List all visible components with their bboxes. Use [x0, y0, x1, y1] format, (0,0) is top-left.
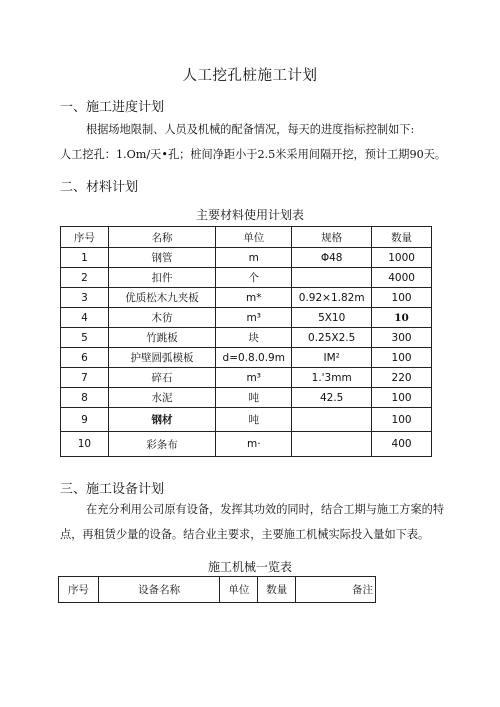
- section-heading-equipment: 三、施工设备计划: [60, 482, 165, 497]
- table-row: [61, 328, 432, 348]
- header-cell-index: 序号: [59, 577, 99, 603]
- table-row: [61, 308, 432, 328]
- row-spec: [292, 432, 372, 457]
- row-unit: 吨: [216, 388, 292, 408]
- table-row: [61, 408, 432, 432]
- row-spec: Φ48: [292, 248, 372, 268]
- row-name: 护壁圆弧模板: [108, 348, 215, 368]
- row-name: 木彷: [108, 308, 215, 328]
- row-name: 优质松木九夹板: [108, 288, 215, 308]
- row-index: 8: [61, 388, 109, 408]
- row-index: 6: [61, 348, 109, 368]
- equipment-paragraph-2: 点，再租赁少量的设备。结合业主要求，主要施工机械实际投入量如下表。: [60, 528, 430, 541]
- header-cell-remarks: 备注: [296, 577, 376, 603]
- equipment-paragraph-1: 在充分利用公司原有设备，发挥其功效的同时，结合工期与施工方案的特: [86, 503, 445, 516]
- row-spec: IM²: [292, 348, 372, 368]
- row-index: 9: [61, 408, 109, 432]
- table-row: [61, 268, 432, 288]
- header-cell-spec: 规格: [292, 227, 372, 248]
- row-quantity: 100: [372, 388, 432, 408]
- row-quantity: 100: [372, 408, 432, 432]
- row-quantity: 100: [372, 288, 432, 308]
- materials-table-header-row: [61, 227, 432, 248]
- equipment-table: [58, 576, 376, 603]
- header-cell-unit: 单位: [216, 227, 292, 248]
- row-index: 7: [61, 368, 109, 388]
- row-spec: 0.92×1.82m: [292, 288, 372, 308]
- equipment-table-caption: 施工机械一览表: [207, 560, 292, 574]
- row-index: 10: [61, 432, 109, 457]
- header-cell-quantity: 数量: [372, 227, 432, 248]
- table-row: [61, 288, 432, 308]
- header-cell-quantity: 数量: [258, 577, 296, 603]
- section-heading-schedule: 一、施工进度计划: [60, 100, 165, 115]
- row-unit: 个: [216, 268, 292, 288]
- table-row: [61, 368, 432, 388]
- row-index: 1: [61, 248, 109, 268]
- row-quantity: 1000: [372, 248, 432, 268]
- row-index: 5: [61, 328, 109, 348]
- row-unit: 块: [216, 328, 292, 348]
- row-unit: d=0.8.0.9m: [216, 348, 292, 368]
- materials-table-caption: 主要材料使用计划表: [195, 208, 304, 222]
- row-spec: 1.'3mm: [292, 368, 372, 388]
- row-quantity: 4000: [372, 268, 432, 288]
- row-spec: 0.25X2.5: [292, 328, 372, 348]
- table-row: [61, 388, 432, 408]
- row-name: 竹跳板: [108, 328, 215, 348]
- document-title: 人工挖孔桩施工计划: [182, 68, 318, 84]
- row-spec: [292, 408, 372, 432]
- row-spec: [292, 268, 372, 288]
- row-quantity: 220: [372, 368, 432, 388]
- row-spec: 5X10: [292, 308, 372, 328]
- row-name: 钢管: [108, 248, 215, 268]
- table-row: [61, 248, 432, 268]
- row-unit: m*: [216, 288, 292, 308]
- row-name: 彩条布: [108, 432, 215, 457]
- header-cell-unit: 单位: [220, 577, 258, 603]
- row-unit: m³: [216, 308, 292, 328]
- table-row: [61, 348, 432, 368]
- row-name: 钢材: [108, 408, 215, 432]
- header-cell-name: 名称: [108, 227, 215, 248]
- row-unit: m·: [216, 432, 292, 457]
- header-cell-equipment-name: 设备名称: [98, 577, 220, 603]
- row-name: 水泥: [108, 388, 215, 408]
- row-quantity: 100: [372, 348, 432, 368]
- materials-table: [60, 226, 432, 457]
- row-index: 4: [61, 308, 109, 328]
- row-index: 2: [61, 268, 109, 288]
- header-cell-index: 序号: [61, 227, 109, 248]
- schedule-paragraph-1: 根据场地限制、人员及机械的配备情况，每天的进度指标控制如下:: [86, 123, 415, 136]
- equipment-table-header-row: [59, 577, 376, 603]
- row-unit: m: [216, 248, 292, 268]
- row-quantity: 400: [372, 432, 432, 457]
- schedule-paragraph-2: 人工挖孔：1.Om/天•孔；桩间净距小于2.5米采用间隔开挖，预计工期90天。: [60, 148, 447, 161]
- row-name: 扣件: [108, 268, 215, 288]
- section-heading-materials: 二、材料计划: [60, 180, 139, 195]
- row-unit: 吨: [216, 408, 292, 432]
- row-name: 碎石: [108, 368, 215, 388]
- row-spec: 42.5: [292, 388, 372, 408]
- row-index: 3: [61, 288, 109, 308]
- row-unit: m³: [216, 368, 292, 388]
- row-quantity: 10: [372, 308, 432, 328]
- row-quantity: 300: [372, 328, 432, 348]
- table-row: [61, 432, 432, 457]
